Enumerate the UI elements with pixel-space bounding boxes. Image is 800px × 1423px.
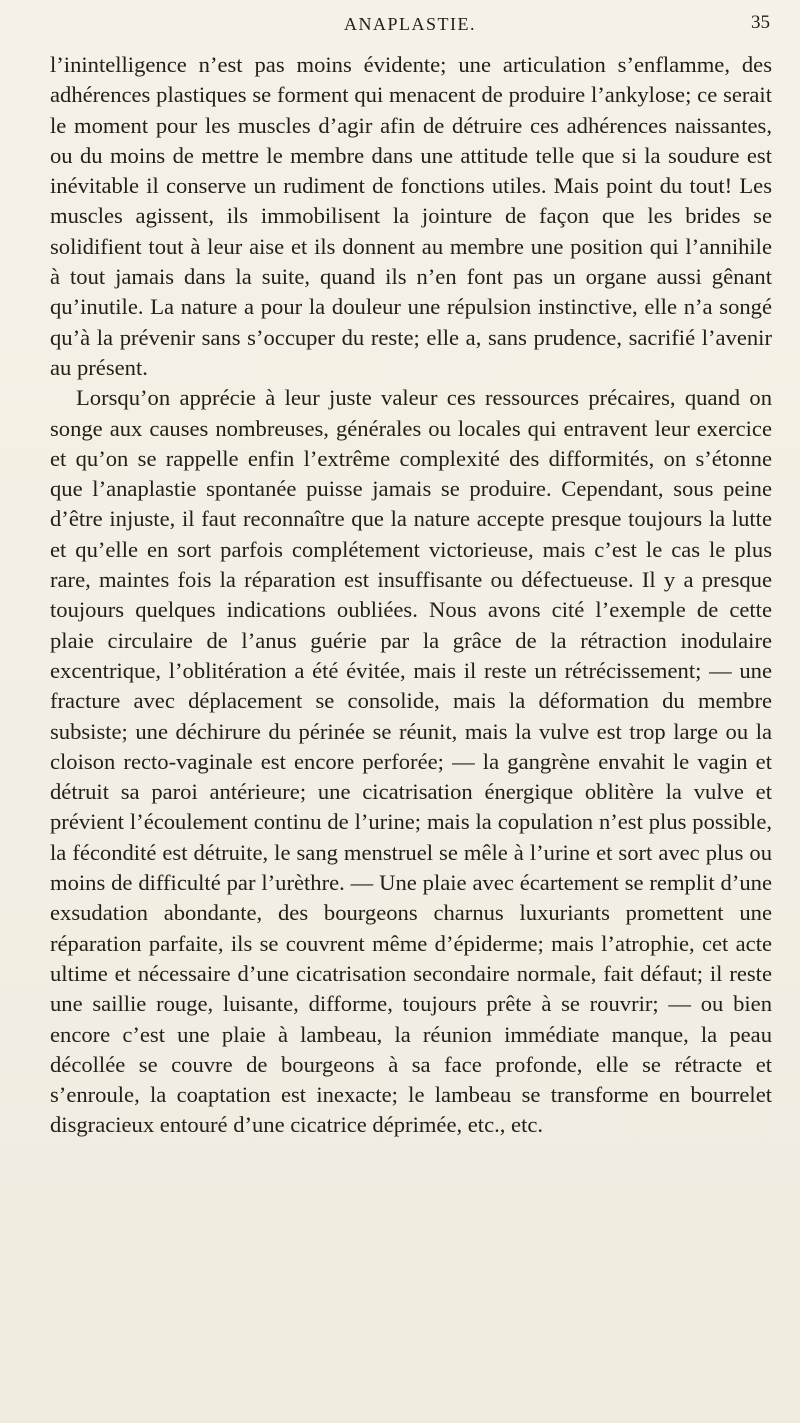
running-title: ANAPLASTIE. xyxy=(344,14,476,34)
page-header xyxy=(50,6,770,42)
body-text xyxy=(50,50,772,1141)
page-number: 35 xyxy=(751,12,770,33)
paragraph-2: Lorsqu’on apprécie à leur juste valeur ces ressources précaires, quand on songe aux causes nombreuses, générales ou locales qui entravent leur exercice et qu’on se rappelle enfin l’extrême complexité des difformités, on s’étonne que l’anaplastie spontanée puisse jamais se produire. Cependant, sous peine d’être injuste, il faut reconnaître que la nature accepte presque toujours la lutte et qu’elle en sort parfois complétement victorieuse, mais c’est le cas le plus rare, maintes fois la réparation est insuffisante ou défectueuse. Il y a presque toujours quelques indications oubliées. Nous avons cité l’exemple de cette plaie circulaire de l’anus guérie par la grâce de la rétraction inodulaire excentrique, l’oblitération a été évitée, mais il reste un rétrécissement; — une fracture avec déplacement se consolide, mais la déformation du membre subsiste; une déchirure du périnée se réunit, mais la vulve est trop large ou la cloison recto-vaginale est encore perforée; — la gangrène envahit le vagin et détruit sa paroi antérieure; une cicatrisation énergique oblitère la vulve et prévient l’écoulement continu de l’urine; mais la copulation n’est plus possible, la fécondité est détruite, le sang menstruel se mêle à l’urine et sort avec plus ou moins de difficulté par l’urèthre. — Une plaie avec écartement se remplit d’une exsudation abondante, des bourgeons charnus luxuriants promettent une réparation parfaite, ils se couvrent même d’épiderme; mais l’atrophie, cet acte ultime et nécessaire d’une cicatrisation secondaire normale, fait défaut; il reste une saillie rouge, luisante, difforme, toujours prête à se rouvrir; — ou bien encore c’est une plaie à lambeau, la réunion immédiate manque, la peau décollée se couvre de bourgeons à sa face profonde, elle se rétracte et s’enroule, la coaptation est inexacte; le lambeau se transforme en bourrelet disgracieux entouré d’une cicatrice déprimée, etc., etc. xyxy=(50,385,772,1138)
paragraph-1: l’inintelligence n’est pas moins évidente; une articulation s’enflamme, des adhérences plastiques se forment qui menacent de produire l’ankylose; ce serait le moment pour les muscles d’agir afin de détruire ces adhérences naissantes, ou du moins de mettre le membre dans une attitude telle que si la soudure est inévitable il conserve un rudiment de fonctions utiles. Mais point du tout! Les muscles agissent, ils immobilisent la jointure de façon que les brides se solidifient tout à leur aise et ils donnent au membre une position qui l’annihile à tout jamais dans la suite, quand ils n’en font pas un organe aussi gênant qu’inutile. La nature a pour la douleur une répulsion instinctive, elle n’a songé qu’à la prévenir sans s’occuper du reste; elle a, sans prudence, sacrifié l’avenir au présent. xyxy=(50,52,772,380)
